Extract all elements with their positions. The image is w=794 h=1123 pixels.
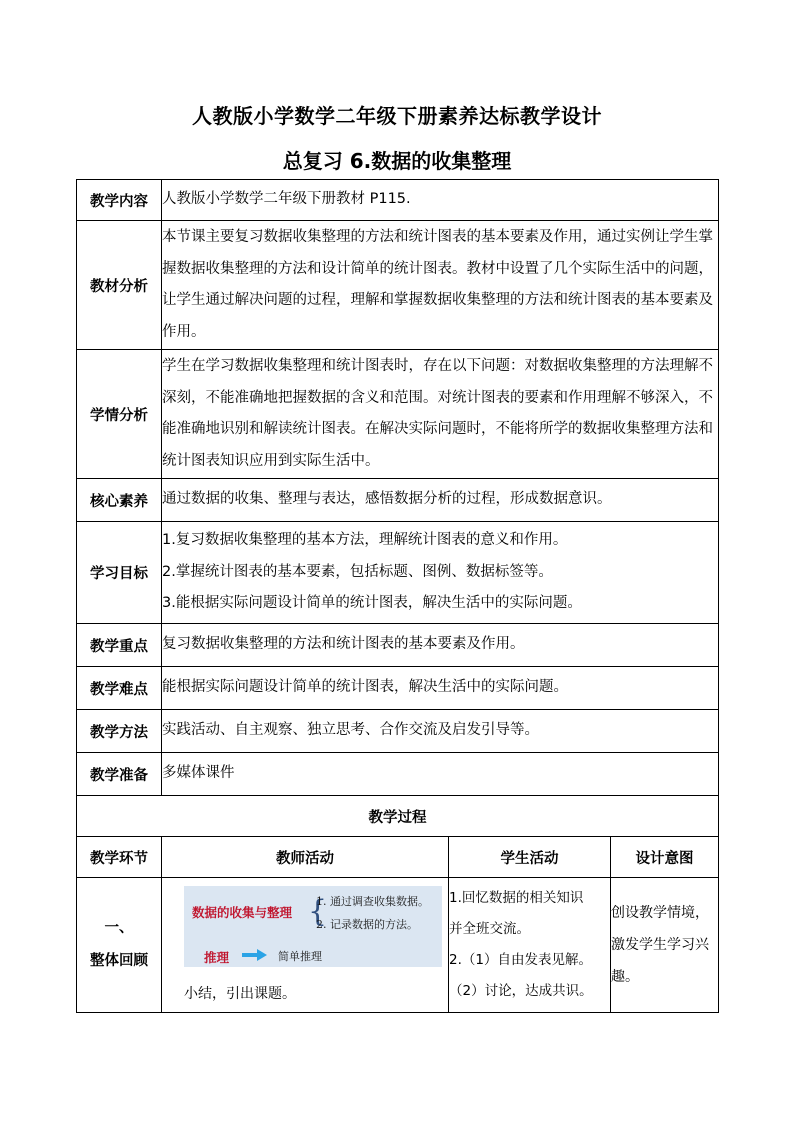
teacher-activity xyxy=(162,878,449,1013)
column-header: 学生活动 xyxy=(449,837,611,878)
slide-simple-reasoning: 简单推理 xyxy=(278,950,322,963)
document-subtitle: 总复习 6.数据的收集整理 xyxy=(282,149,512,173)
goal-item: 1.复习数据收集整理的基本方法，理解统计图表的意义和作用。 xyxy=(162,532,568,549)
row-label: 教学难点 xyxy=(77,667,162,710)
row-difficulty xyxy=(77,667,719,710)
row-value: 复习数据收集整理的方法和统计图表的基本要素及作用。 xyxy=(162,624,719,667)
row-label: 教学方法 xyxy=(77,710,162,753)
process-column-headers xyxy=(77,837,719,878)
slide-title: 数据的收集与整理 xyxy=(192,905,293,920)
row-value: 实践活动、自主观察、独立思考、合作交流及启发引导等。 xyxy=(162,710,719,753)
goal-item: 3.能根据实际问题设计简单的统计图表，解决生活中的实际问题。 xyxy=(162,595,582,612)
row-value xyxy=(162,522,719,624)
row-label: 学习目标 xyxy=(77,522,162,624)
row-value: 能根据实际问题设计简单的统计图表，解决生活中的实际问题。 xyxy=(162,667,719,710)
row-learner-analysis xyxy=(77,350,719,479)
column-header: 教学环节 xyxy=(77,837,162,878)
row-core-literacy xyxy=(77,479,719,522)
design-intent: 创设教学情境，激发学生学习兴趣。 xyxy=(611,878,719,1013)
stage-name: 整体回顾 xyxy=(90,953,148,969)
student-line: （2）讨论，达成共识。 xyxy=(449,983,593,999)
process-heading-row xyxy=(77,796,719,837)
row-value: 通过数据的收集、整理与表达，感悟数据分析的过程，形成数据意识。 xyxy=(162,479,719,522)
row-value: 人教版小学数学二年级下册教材 P115. xyxy=(162,180,719,221)
process-heading: 教学过程 xyxy=(77,796,719,837)
row-label: 教材分析 xyxy=(77,221,162,350)
column-header: 教师活动 xyxy=(162,837,449,878)
row-label: 教学准备 xyxy=(77,753,162,796)
row-textbook-analysis xyxy=(77,221,719,350)
stage-cell xyxy=(77,878,162,1013)
process-row-review xyxy=(77,878,719,1013)
row-learning-goals xyxy=(77,522,719,624)
document-title: 人教版小学数学二年级下册素养达标教学设计 xyxy=(192,104,602,128)
student-line: 2.（1）自由发表见解。 xyxy=(449,952,592,968)
slide-item: 2. 记录数据的方法。 xyxy=(316,918,418,931)
row-preparation xyxy=(77,753,719,796)
row-value: 学生在学习数据收集整理和统计图表时，存在以下问题：对数据收集整理的方法理解不深刻，不能准确地把握数据的含义和范围。对统计图表的要素和作用理解不够深入，不能准确地识别和解读统计图表。在解决实际问题时，不能将所学的数据收集整理方法和统计图表知识应用到实际生活中。 xyxy=(162,350,719,479)
brace-icon: { xyxy=(308,894,328,929)
arrow-right-icon xyxy=(242,950,264,958)
teacher-note: 小结，引出课题。 xyxy=(184,986,296,1002)
row-method xyxy=(77,710,719,753)
stage-number: 一、 xyxy=(104,920,134,936)
slide-reasoning-label: 推理 xyxy=(204,950,230,965)
slide-item: 1. 通过调查收集数据。 xyxy=(316,895,429,908)
row-value: 本节课主要复习数据收集整理的方法和统计图表的基本要素及作用，通过实例让学生掌握数据收集整理的方法和设计简单的统计图表。教材中设置了几个实际生活中的问题，让学生通过解决问题的过程，理解和掌握数据收集整理的方法和统计图表的基本要素及作用。 xyxy=(162,221,719,350)
row-label: 核心素养 xyxy=(77,479,162,522)
lesson-plan-table xyxy=(76,179,719,1013)
row-label: 教学重点 xyxy=(77,624,162,667)
column-header: 设计意图 xyxy=(611,837,719,878)
student-line: 1.回忆数据的相关知识 xyxy=(449,890,584,906)
row-label: 教学内容 xyxy=(77,180,162,221)
student-activity xyxy=(449,878,611,1013)
row-value: 多媒体课件 xyxy=(162,753,719,796)
row-key-point xyxy=(77,624,719,667)
goal-item: 2.掌握统计图表的基本要素，包括标题、图例、数据标签等。 xyxy=(162,563,553,580)
courseware-slide-image xyxy=(184,886,442,967)
row-content xyxy=(77,180,719,221)
student-line: 并全班交流。 xyxy=(449,921,530,937)
row-label: 学情分析 xyxy=(77,350,162,479)
